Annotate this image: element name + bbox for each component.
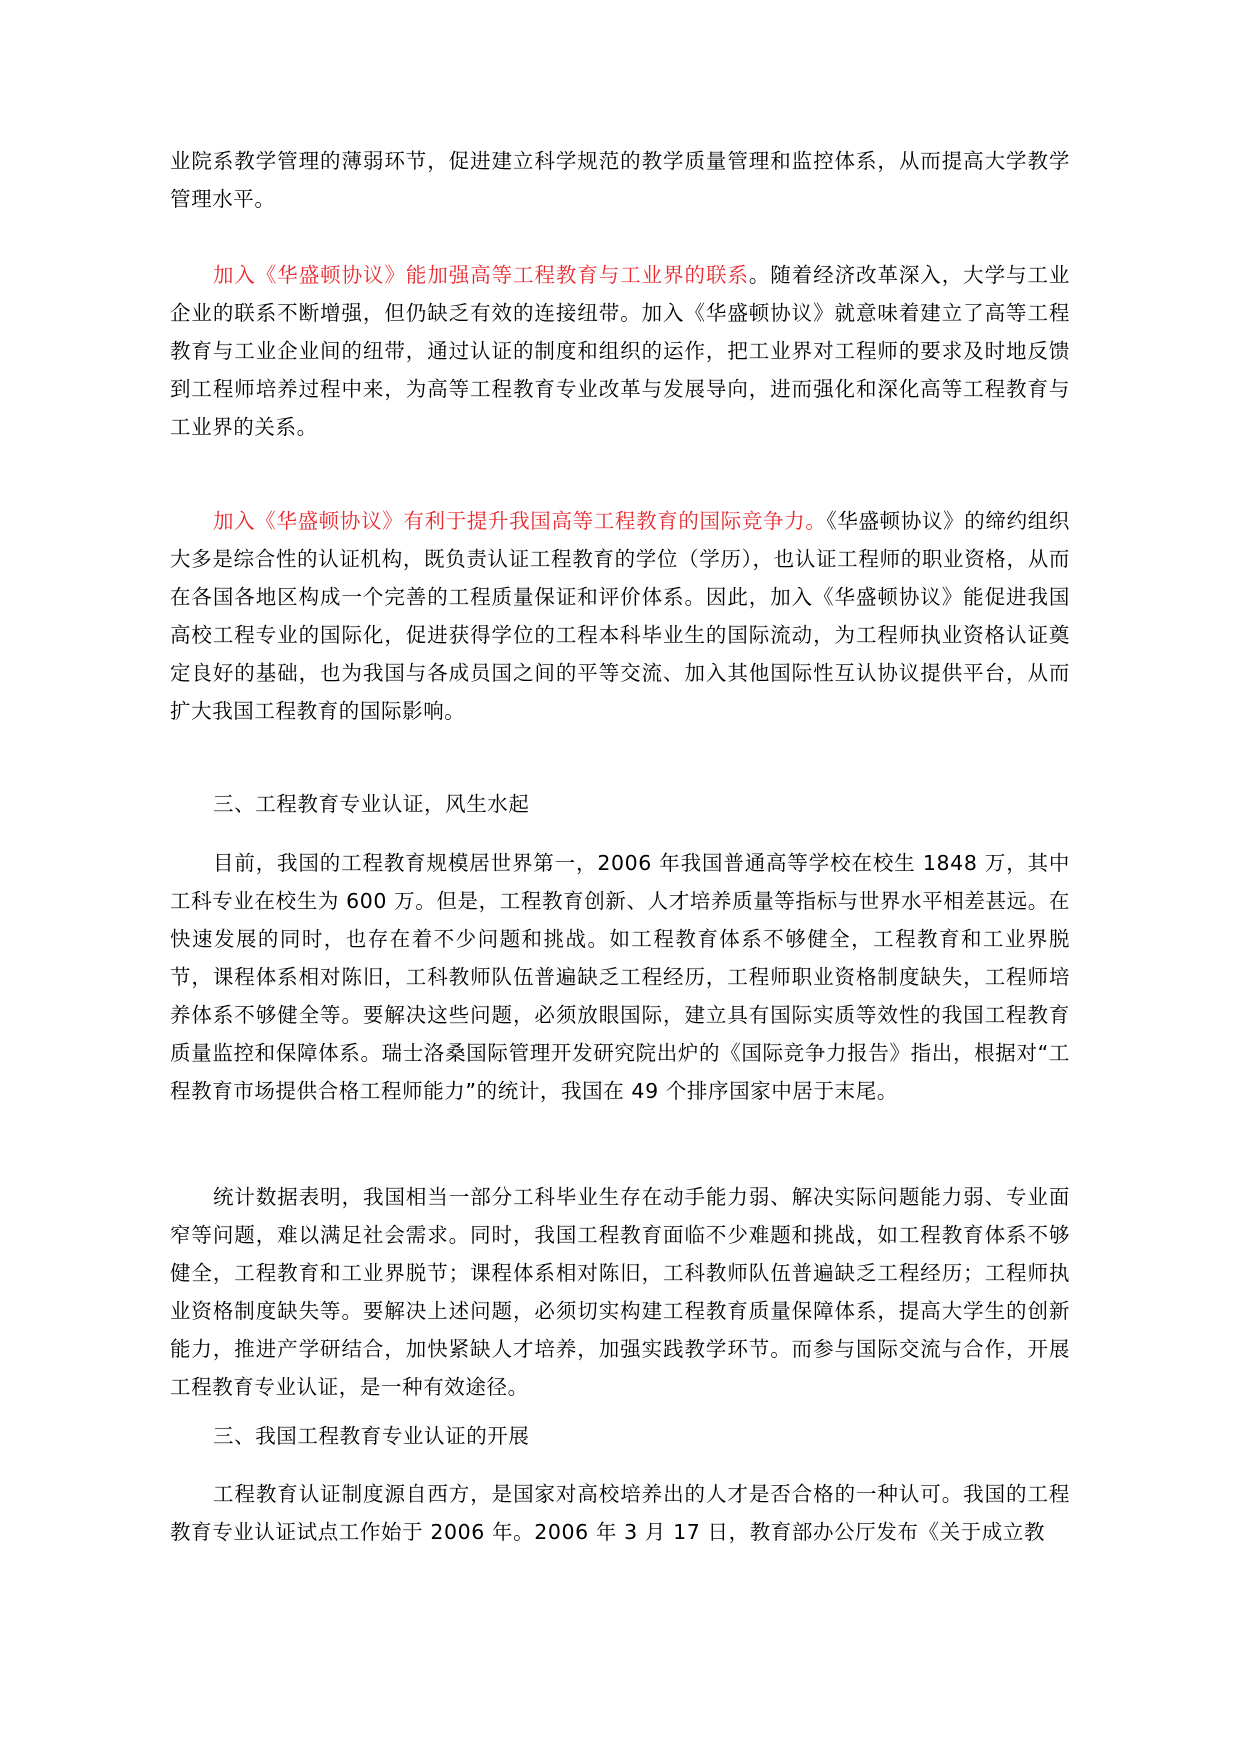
paragraph-5-text: 统计数据表明，我国相当一部分工科毕业生存在动手能力弱、解决实际问题能力弱、专业面窄等问题，难以满足社会需求。同时，我国工程教育面临不少难题和挑战，如工程教育体系不够健全，工程教育和工业界脱节；课程体系相对陈旧，工科教师队伍普遍缺乏工程经历；工程师执业资格制度缺失等。要解决上述问题，必须切实构建工程教育质量保障体系，提高大学生的创新能力，推进产学研结合，加快紧缺人才培养，加强实践教学环节。而参与国际交流与合作，开展工程教育专业认证，是一种有效途径。	[170, 1185, 1070, 1399]
paragraph-6-text: 工程教育认证制度源自西方，是国家对高校培养出的人才是否合格的一种认可。我国的工程教育专业认证试点工作始于 2006 年。2006 年 3 月 17 日，教育部办公厅发布《关于成立教	[170, 1482, 1070, 1544]
section-heading-1-text: 三、工程教育专业认证，风生水起	[213, 792, 530, 816]
paragraph-2	[170, 256, 1070, 446]
paragraph-3-highlight: 加入《华盛顿协议》有利于提升我国高等工程教育的国际竞争力。	[213, 509, 827, 533]
paragraph-4	[170, 844, 1070, 1110]
section-heading-2	[170, 1417, 1070, 1455]
paragraph-6	[170, 1475, 1070, 1551]
paragraph-4-text: 目前，我国的工程教育规模居世界第一，2006 年我国普通高等学校在校生 1848 万，其中工科专业在校生为 600 万。但是，工程教育创新、人才培养质量等指标与世界水平相差甚远。在快速发展的同时，也存在着不少问题和挑战。如工程教育体系不够健全，工程教育和工业界脱节，课程体系相对陈旧，工科教师队伍普遍缺乏工程经历，工程师职业资格制度缺失，工程师培养体系不够健全等。要解决这些问题，必须放眼国际，建立具有国际实质等效性的我国工程教育质量监控和保障体系。瑞士洛桑国际管理开发研究院出炉的《国际竞争力报告》指出，根据对“工程教育市场提供合格工程师能力”的统计，我国在 49 个排序国家中居于末尾。	[170, 851, 1070, 1103]
paragraph-2-highlight: 加入《华盛顿协议》能加强高等工程教育与工业界的联系	[213, 263, 749, 287]
paragraph-5	[170, 1178, 1070, 1406]
section-heading-1	[170, 785, 1070, 823]
paragraph-3	[170, 502, 1070, 730]
paragraph-1	[170, 142, 1070, 218]
paragraph-3-text: 《华盛顿协议》的缔约组织大多是综合性的认证机构，既负责认证工程教育的学位（学历），也认证工程师的职业资格，从而在各国各地区构成一个完善的工程质量保证和评价体系。因此，加入《华盛顿协议》能促进我国高校工程专业的国际化，促进获得学位的工程本科毕业生的国际流动，为工程师执业资格认证奠定良好的基础，也为我国与各成员国之间的平等交流、加入其他国际性互认协议提供平台，从而扩大我国工程教育的国际影响。	[170, 509, 1070, 723]
paragraph-2-text: 。随着经济改革深入，大学与工业企业的联系不断增强，但仍缺乏有效的连接纽带。加入《华盛顿协议》就意味着建立了高等工程教育与工业企业间的纽带，通过认证的制度和组织的运作，把工业界对工程师的要求及时地反馈到工程师培养过程中来，为高等工程教育专业改革与发展导向，进而强化和深化高等工程教育与工业界的关系。	[170, 263, 1071, 439]
section-heading-2-text: 三、我国工程教育专业认证的开展	[213, 1424, 530, 1448]
paragraph-1-text: 业院系教学管理的薄弱环节，促进建立科学规范的教学质量管理和监控体系，从而提高大学教学管理水平。	[170, 149, 1070, 211]
